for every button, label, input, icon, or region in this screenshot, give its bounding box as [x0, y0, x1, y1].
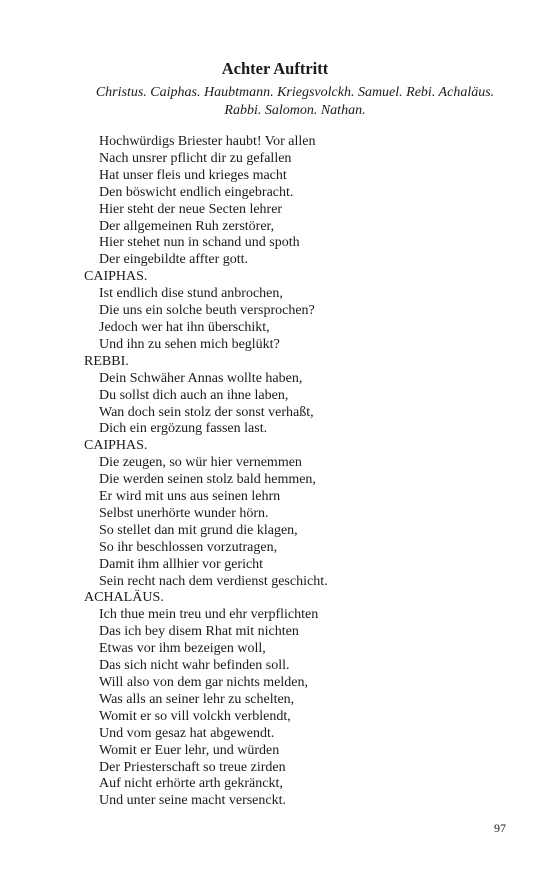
verse-line: Dein Schwäher Annas wollte haben,	[99, 370, 303, 386]
verse-line: Hier stehet nun in schand und spoth	[99, 235, 300, 251]
speaker-name: REBBI.	[84, 353, 129, 369]
verse-line: Hochwürdigs Briester haubt! Vor allen	[99, 134, 316, 149]
verse-body	[84, 134, 524, 810]
speaker-name: CAIPHAS.	[84, 438, 148, 454]
verse-line: Und unter seine macht versenckt.	[99, 793, 286, 809]
verse-line: Die zeugen, so wür hier vernemmen	[99, 455, 302, 471]
cast-list	[60, 84, 530, 119]
verse-line: Die uns ein solche beuth versprochen?	[99, 303, 315, 319]
verse-line: Das sich nicht wahr befinden soll.	[99, 658, 290, 674]
verse-line: Womit er Euer lehr, und würden	[99, 742, 280, 758]
verse-line: Jedoch wer hat ihn überschikt,	[99, 319, 270, 335]
verse-line: Ist endlich dise stund anbrochen,	[99, 286, 283, 302]
verse-line: Auf nicht erhörte arth gekränckt,	[99, 776, 283, 792]
verse-line: Er wird mit uns aus seinen lehrn	[99, 489, 281, 505]
verse-line: Selbst unerhörte wunder hörn.	[99, 505, 269, 521]
verse-line: Und vom gesaz hat abgewendt.	[99, 725, 275, 741]
verse-line: Der eingebildte affter gott.	[99, 252, 249, 268]
verse-line: Hat unser fleis und krieges macht	[99, 167, 287, 183]
verse-line: Etwas vor ihm bezeigen woll,	[99, 641, 266, 657]
verse-line: So stellet dan mit grund die klagen,	[99, 522, 298, 538]
verse-line: Und ihn zu sehen mich beglükt?	[99, 336, 280, 352]
cast-list-line: Christus. Caiphas. Haubtmann. Kriegsvolckh. Samuel. Rebi. Achaläus.	[95, 85, 495, 100]
speaker-name: ACHALÄUS.	[84, 590, 164, 606]
verse-line: Hier steht der neue Secten lehrer	[99, 201, 283, 217]
verse-line: Du sollst dich auch an ihne laben,	[99, 387, 289, 403]
verse-line: Nach unsrer pflicht dir zu gefallen	[99, 150, 292, 166]
verse-line: Das ich bey disem Rhat mit nichten	[99, 624, 299, 640]
page-number: 97	[494, 821, 506, 835]
verse-line: Die werden seinen stolz bald hemmen,	[99, 472, 316, 488]
verse-line: Der allgemeinen Ruh zerstörer,	[99, 218, 275, 234]
verse-line: Will also von dem gar nichts melden,	[99, 675, 309, 690]
scene-title: Achter Auftritt	[221, 59, 329, 78]
verse-line: Ich thue mein treu und ehr verpflichten	[99, 607, 319, 623]
verse-line: Was alls an seiner lehr zu schelten,	[99, 691, 295, 707]
verse-line: Womit er so vill volckh verblendt,	[99, 708, 291, 724]
verse-line: Den böswicht endlich eingebracht.	[99, 184, 294, 200]
verse-line: Wan doch sein stolz der sonst verhaßt,	[99, 404, 314, 420]
verse-line: So ihr beschlossen vorzutragen,	[99, 539, 278, 555]
verse-line: Dich ein ergözung fassen last.	[99, 421, 268, 437]
verse-line: Damit ihm allhier vor gericht	[99, 556, 264, 572]
verse-line: Der Priesterschaft so treue zirden	[99, 759, 286, 775]
speaker-name: CAIPHAS.	[84, 269, 148, 285]
cast-list-line: Rabbi. Salomon. Nathan.	[224, 102, 366, 118]
verse-line: Sein recht nach dem verdienst geschicht.	[99, 573, 328, 589]
